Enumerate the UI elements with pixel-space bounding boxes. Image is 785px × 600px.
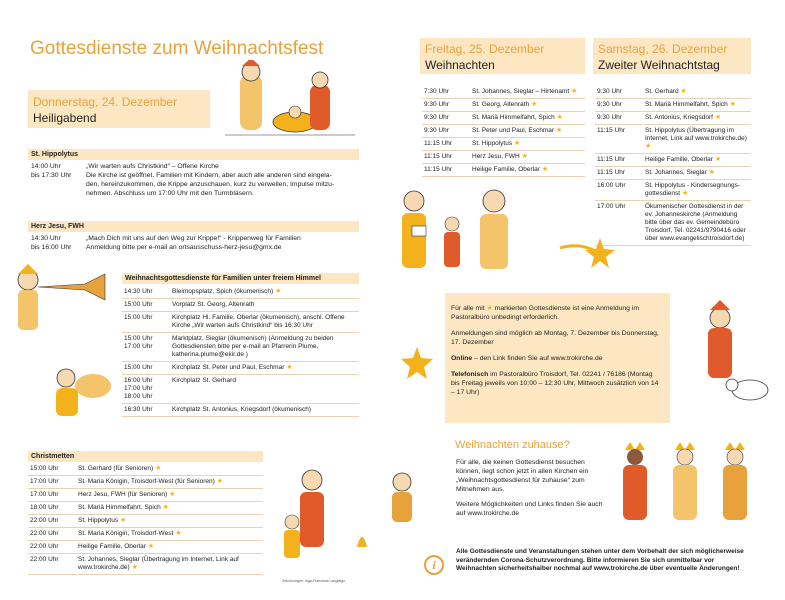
page-title: Gottesdienste zum Weihnachtsfest [30,38,324,59]
row-label: St. Mariä Himmelfahrt, Spich [78,504,161,511]
star-icon: ★ [153,465,162,472]
row-time: 16:00 Uhr [595,180,643,201]
time: 14:30 Uhr [31,235,61,242]
freitag-table [422,86,585,177]
star-icon: ★ [118,517,127,524]
text: Für alle mit [451,305,485,312]
anmeldung-p3 [451,354,663,363]
row-text [643,125,751,154]
heiligabend-name: Heiligabend [33,111,97,125]
star-icon: ★ [512,140,521,147]
row-time: 9:30 Uhr [595,112,643,125]
row-label: Heilige Familie, Oberlar [472,166,540,173]
row-label: Marktplatz, Sieglar (ökumenisch) (Anmeldung zu beiden Gottesdiensten bitte per e-mail an Pfarrerin Plume, katherina.plume@ekir.de ) [172,335,334,358]
row-label: Kirchplatz St. Peter und Paul, Eschmar [172,364,285,371]
row-label: Herz Jesu, FWH [472,153,520,160]
star-icon: ★ [712,114,722,121]
star-icon: ★ [214,478,224,485]
row-text [643,154,751,167]
row-time: 9:30 Uhr [422,112,470,125]
text: Telefonisch [451,371,489,378]
table-row [28,489,263,502]
row-label: Ökumenischer Gottesdienst in der ev. Johanneskirche (Anmeldung bitte über das ev. Gemeindebüro Troisdorf, Tel. 02241/9790416 oder über www.evangelischtroisdorf.de) [645,203,746,242]
herzjesu-description [86,234,366,252]
row-time: 15:00 Uhr [122,362,170,375]
row-time: 14:30 Uhr [122,286,170,299]
star-icon: ★ [539,166,549,173]
row-label: St. Peter und Paul, Eschmar [472,127,555,134]
row-time: 16:30 Uhr [122,404,170,417]
samstag-table [595,86,751,246]
table-row [595,180,751,201]
row-text [170,333,359,362]
table-row [122,312,359,333]
row-text [643,99,751,112]
row-text [170,299,359,312]
row-label: St. Gerhard (für Senioren) [78,465,154,472]
row-time: 18:00 Uhr [28,502,76,515]
row-time: 15:00 Uhr 17:00 Uhr [122,333,170,362]
table-row [28,463,263,476]
table-row [122,299,359,312]
row-label: St. Mariä Himmelfahrt, Spich [645,101,728,108]
row-label: St. Johannes, Sieglar – Hirtenamt [472,88,570,95]
row-time: 11:15 Uhr [422,151,470,164]
row-label: Heilige Familie, Oberlar [645,156,713,163]
star-icon: ★ [680,190,689,197]
row-text [643,201,751,246]
row-time: 22:00 Uhr [28,541,76,554]
samstag-date: Samstag, 26. Dezember [598,42,728,56]
row-label: Bleimopsplatz, Spich (ökumenisch) [172,288,274,295]
row-time: 15:00 Uhr [122,312,170,333]
row-text [470,125,585,138]
row-text [643,167,751,180]
text: Online [451,355,473,362]
row-text [76,489,263,502]
row-time: 11:15 Uhr [595,167,643,180]
star-icon: ★ [727,101,736,108]
row-text [170,404,359,417]
christmetten-schedule [28,463,263,575]
samstag-header [593,38,751,74]
row-text [470,151,585,164]
row-text [76,502,263,515]
freitag-schedule [422,86,585,177]
table-row [422,112,585,125]
row-label: St. Gerhard [645,88,679,95]
row-text [76,554,263,575]
star-icon: ★ [645,143,652,150]
text: markierten Gottesdienste ist eine Anmeldung im Pastoralbüro unbedingt erforderlich. [451,305,640,321]
row-text [470,164,585,177]
row-time: 22:00 Uhr [28,515,76,528]
star-icon: ★ [273,288,282,295]
family-candles-illustration [272,462,432,572]
star-icon: ★ [554,114,563,121]
row-text [170,362,359,375]
row-time: 22:00 Uhr [28,528,76,541]
herzjesu-heading: Herz Jesu, FWH [28,221,359,232]
star-icon: ★ [554,127,563,134]
row-label: St. Hippolytus [472,140,513,147]
row-time: 7:30 Uhr [422,86,470,99]
star-icon: ★ [129,564,138,571]
table-row [595,201,751,246]
nativity-illustration [220,60,360,140]
table-row [122,375,359,404]
hippolytus-heading: St. Hippolytus [28,149,359,160]
table-row [28,502,263,515]
singers-illustration [372,186,532,276]
text: im Pastoralbüro Troisdorf, Tel. 02241 / 76186 (Montag bis Freitag jeweils von 10:00 – 12:30 Uhr, Mittwoch zusätzlich von 14 – 17 Uhr) [451,371,659,396]
star-icon: ★ [678,88,687,95]
christmetten-table [28,463,263,575]
row-text [170,312,359,333]
text-line: „Wir warten aufs Christkind“ – Offene Kirche [86,163,219,170]
row-label: St. Maria Königin, Troisdorf-West (für Senioren) [78,478,215,485]
table-row [595,99,751,112]
table-row [595,154,751,167]
christmetten-heading: Christmetten [28,451,263,462]
row-time: 22:00 Uhr [28,554,76,575]
row-time: 9:30 Uhr [422,125,470,138]
table-row [122,333,359,362]
star-icon: ★ [569,88,578,95]
anmeldung-text [451,304,663,397]
row-time: 11:15 Uhr [595,125,643,154]
row-text [643,86,751,99]
table-row [122,404,359,417]
heiligabend-header [28,90,210,128]
star-icon: ★ [706,169,716,176]
zuhause-text [456,458,606,518]
freitag-header [420,38,585,74]
time: bis 16:00 Uhr [31,244,72,251]
row-text [643,180,751,201]
row-text [76,463,263,476]
row-time: 17:00 Uhr [28,476,76,489]
familien-table [122,286,359,417]
star-icon: ★ [145,543,155,550]
time: 14:00 Uhr [31,163,61,170]
table-row [28,541,263,554]
table-row [422,125,585,138]
row-time: 15:00 Uhr [122,299,170,312]
table-row [422,151,585,164]
anmeldung-p1 [451,304,663,322]
anmeldung-p2: Anmeldungen sind möglich ab Montag, 7. Dezember bis Donnerstag, 17. Dezember [451,330,659,346]
table-row [422,99,585,112]
table-row [422,86,585,99]
row-time: 11:15 Uhr [422,164,470,177]
star-icon: ★ [529,101,538,108]
row-text [76,515,263,528]
text-line: Anmeldung bitte per e-mail an ortsausschuss-herz-jesu@gmx.de [86,244,282,251]
table-row [28,515,263,528]
star-icon: ★ [486,305,493,312]
star-icon: ★ [167,491,176,498]
time: bis 17:30 Uhr [31,172,72,179]
hippolytus-description [86,162,366,198]
row-text [470,99,585,112]
familien-schedule [122,286,359,417]
star-icon: ★ [160,504,169,511]
text-line: nehmen. Abschluss um 17:00 Uhr mit den Turmbläsern. [86,190,254,197]
samstag-name: Zweiter Weihnachtstag [598,58,720,72]
table-row [595,125,751,154]
star-icon: ★ [712,156,722,163]
row-time: 11:15 Uhr [595,154,643,167]
table-row [28,554,263,575]
row-time: 11:15 Uhr [422,138,470,151]
three-kings-illustration [610,440,770,525]
star-icon: ★ [284,364,293,371]
shepherd-illustration [680,300,785,415]
row-text [76,476,263,489]
anmeldung-p4 [451,370,663,397]
row-label: St. Hippolytus (Übertragung im Internet, Link auf www.trokirche.de) [645,127,747,142]
table-row [595,112,751,125]
freitag-date: Freitag, 25. Dezember [425,42,545,56]
row-label: Herz Jesu, FWH (für Senioren) [78,491,168,498]
text: – den Link finden Sie auf www.trokirche.de [472,355,603,362]
star-icon [400,346,434,380]
familien-heading: Weihnachtsgottesdienste für Familien unter freiem Himmel [122,273,359,284]
row-text [470,112,585,125]
row-time: 16:00 Uhr 17:00 Uhr 18:00 Uhr [122,375,170,404]
zuhause-p2: Weitere Möglichkeiten und Links finden Sie auch auf www.trokirche.de [456,501,603,517]
table-row [595,86,751,99]
row-text [76,528,263,541]
row-label: Vorplatz St. Georg, Altenrath [172,301,255,308]
row-label: St. Hippolytus [78,517,119,524]
zuhause-heading: Weihnachten zuhause? [455,439,570,451]
row-text [170,286,359,299]
table-row [28,476,263,489]
star-icon: ★ [519,153,528,160]
table-row [122,286,359,299]
herzjesu-times [31,234,81,252]
row-label: St. Antonius, Kriegsdorf [645,114,713,121]
text-line: Die Kirche ist geöffnet. Familien mit Kindern, aber auch alle anderen sind eingela- [86,172,332,179]
table-row [122,362,359,375]
row-text [470,138,585,151]
comet-star-icon [555,230,615,275]
hippolytus-times [31,162,81,180]
row-time: 9:30 Uhr [595,86,643,99]
row-label: St. Mariä Himmelfahrt, Spich [472,114,555,121]
row-text [76,541,263,554]
row-text [470,86,585,99]
star-icon: ★ [173,530,182,537]
table-row [28,528,263,541]
row-label: St. Georg, Altenrath [472,101,530,108]
row-time: 17:00 Uhr [595,201,643,246]
row-label: St. Hippolytus - Kindersegnungs-gottesdienst [645,182,741,197]
row-label: Kirchplatz Hl. Familie, Oberlar (ökumenisch), anschl. Offene Kirche „Wir warten aufs Christkind“ bis 16:30 Uhr [172,314,345,329]
row-time: 9:30 Uhr [595,99,643,112]
row-time: 15:00 Uhr [28,463,76,476]
row-label: St. Maria Königin, Troisdorf-West [78,530,174,537]
row-label: Kirchplatz St. Antonius, Kriegsdorf (ökumenisch) [172,406,312,413]
table-row [422,164,585,177]
freitag-name: Weihnachten [425,58,495,72]
row-time: 17:00 Uhr [28,489,76,502]
row-time: 9:30 Uhr [422,99,470,112]
row-text [170,375,359,404]
trumpet-child-illustration [10,262,120,342]
row-label: St. Johannes, Sieglar [645,169,707,176]
text-line: den, hereinzukommen, die Krippe anzuschauen, kurz zu verweilen, Impulse mitzu- [86,181,335,188]
hinweis-text: Alle Gottesdienste und Veranstaltungen stehen unter dem Vorbehalt der sich möglicherweise verändernden Corona-Schutzverordnung. Bitte informieren Sie sich unmittelbar vor Weihnachten sicherheitshalber nochmal auf www.trokirche.de über eventuelle Änderungen! [456,548,744,572]
table-row [422,138,585,151]
heiligabend-date: Donnerstag, 24. Dezember [33,95,178,109]
illustration-credit: Zeichnungen: Inga-Francisca Langlaige [282,579,346,583]
row-label: Kirchplatz St. Gerhard [172,377,236,384]
info-icon [424,555,444,575]
row-label: Heilige Familie, Oberlar [78,543,146,550]
text-line: „Mach Dich mit uns auf den Weg zur Krippe!“ - Krippenweg für Familien [86,235,301,242]
zuhause-p1: Für alle, die keinen Gottesdienst besuchen können, liegt schon jetzt in allen Kirchen ein „Weihnachtsgottesdienst für zuhause“ zum Mitnehmen aus. [456,459,589,493]
row-text [643,112,751,125]
samstag-schedule [595,86,751,246]
angel-illustration [38,358,118,428]
row-label: St. Johannes, Sieglar (Übertragung im Internet, Link auf www.trokirche.de) [78,556,239,571]
info-glyph: i [432,558,436,572]
table-row [595,167,751,180]
